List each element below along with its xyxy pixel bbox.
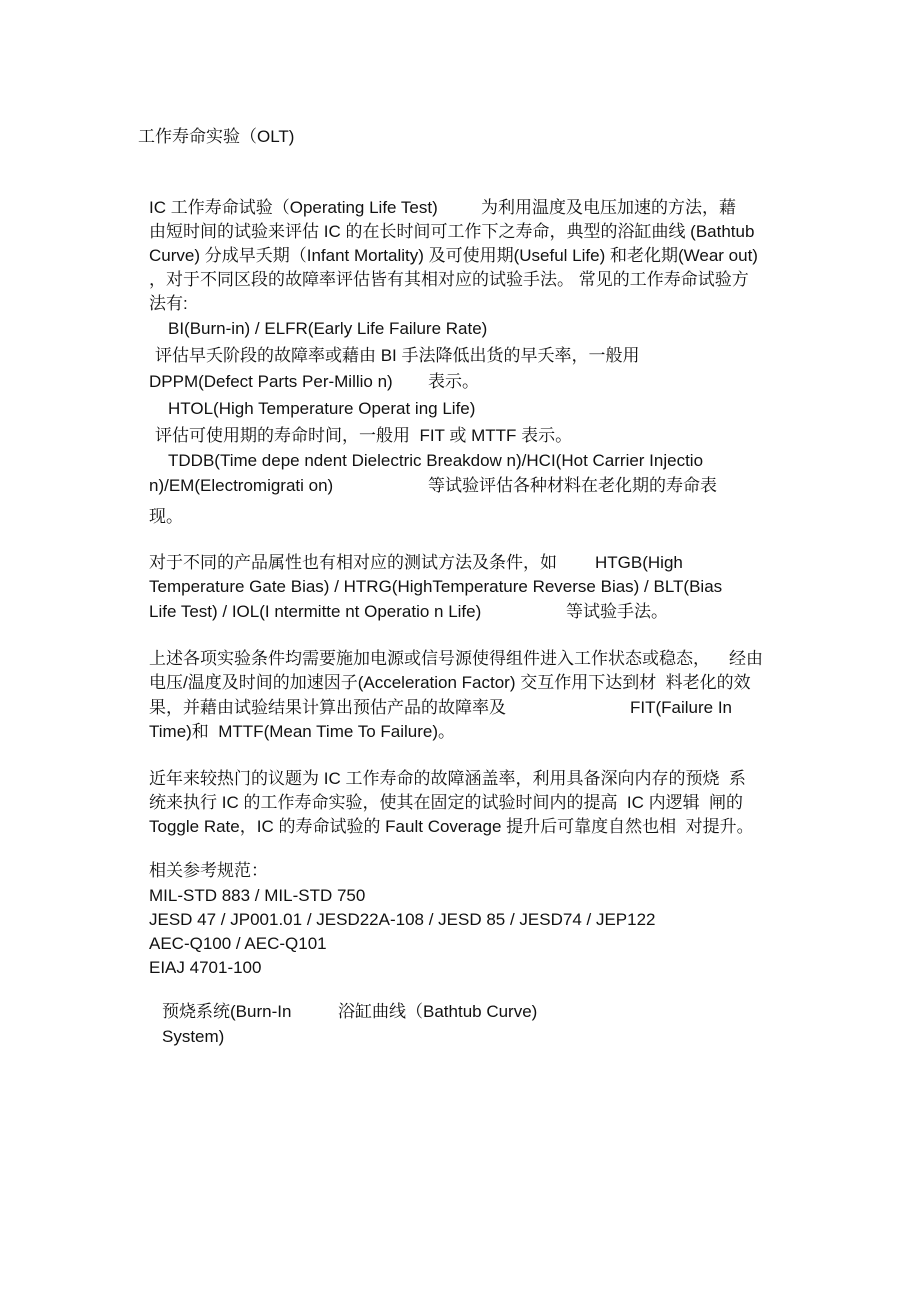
method-heading: HTOL(High Temperature Operat ing Life) <box>168 399 476 418</box>
method-description: 表示。 <box>428 372 479 391</box>
text-line: 统来执行 IC 的工作寿命实验，使其在固定的试验时间内的提高 IC 内逻辑 闸的 <box>149 793 744 812</box>
page-title: 工作寿命实验（OLT) <box>138 127 295 146</box>
method-description: DPPM(Defect Parts Per-Millio n) <box>149 372 393 391</box>
method-description: 现。 <box>149 507 183 526</box>
text-line: 经由 <box>729 649 763 668</box>
text-line: 果，并藉由试验结果计算出预估产品的故障率及 <box>149 698 506 717</box>
text-line: 上述各项实验条件均需要施加电源或信号源使得组件进入工作状态或稳态， <box>149 649 710 668</box>
references-heading: 相关参考规范： <box>149 861 268 880</box>
text-line: IC 工作寿命试验（Operating Life Test) <box>149 198 438 217</box>
text-line: 法有: <box>149 294 188 313</box>
text-line: ，对于不同区段的故障率评估皆有其相对应的试验手法。 常见的工作寿命试验方 <box>149 270 749 289</box>
method-heading: TDDB(Time depe ndent Dielectric Breakdow n)/HCI(Hot Carrier Injectio <box>168 451 704 470</box>
method-description: 评估可使用期的寿命时间，一般用 FIT 或 MTTF 表示。 <box>155 426 573 445</box>
method-heading: BI(Burn-in) / ELFR(Early Life Failure Rate) <box>168 319 488 338</box>
text-line: Time)和 MTTF(Mean Time To Failure)。 <box>149 722 456 741</box>
text-line: Temperature Gate Bias) / HTRG(HighTemperature Reverse Bias) / BLT(Bias <box>149 577 723 596</box>
text-line: 为利用温度及电压加速的方法，藉 <box>481 198 736 217</box>
text-line: Toggle Rate，IC 的寿命试验的 Fault Coverage 提升后可靠度自然也相 对提升。 <box>149 817 754 836</box>
text-line: FIT(Failure In <box>630 698 733 717</box>
text-line: 由短时间的试验来评估 IC 的在长时间可工作下之寿命，典型的浴缸曲线 (Bathtub <box>149 222 755 241</box>
method-description: 等试验评估各种材料在老化期的寿命表 <box>428 476 717 495</box>
reference-item: JESD 47 / JP001.01 / JESD22A-108 / JESD 85 / JESD74 / JEP122 <box>149 910 656 929</box>
reference-item: MIL-STD 883 / MIL-STD 750 <box>149 886 366 905</box>
reference-item: AEC-Q100 / AEC-Q101 <box>149 934 327 953</box>
method-description: n)/EM(Electromigrati on) <box>149 476 334 495</box>
burn-in-system-link-cont[interactable]: System) <box>162 1027 225 1046</box>
reference-item: EIAJ 4701-100 <box>149 958 262 977</box>
text-line: 等试验手法。 <box>566 602 668 621</box>
text-line: Curve) 分成早夭期（Infant Mortality) 及可使用期(Useful Life) 和老化期(Wear out) <box>149 246 758 265</box>
text-line: HTGB(High <box>595 553 683 572</box>
text-line: 对于不同的产品属性也有相对应的测试方法及条件，如 <box>149 553 557 572</box>
text-line: Life Test) / IOL(I ntermitte nt Operatio n Life) <box>149 602 482 621</box>
method-description: 评估早夭阶段的故障率或藉由 BI 手法降低出货的早夭率，一般用 <box>155 346 640 365</box>
text-line: 电压/温度及时间的加速因子(Acceleration Factor) 交互作用下达到材 料老化的效 <box>149 673 751 692</box>
bathtub-curve-link[interactable]: 浴缸曲线（Bathtub Curve) <box>338 1002 538 1021</box>
burn-in-system-link[interactable]: 预烧系统(Burn-In <box>162 1002 292 1021</box>
text-line: 近年来较热门的议题为 IC 工作寿命的故障涵盖率，利用具备深向内存的预烧 系 <box>149 769 746 788</box>
